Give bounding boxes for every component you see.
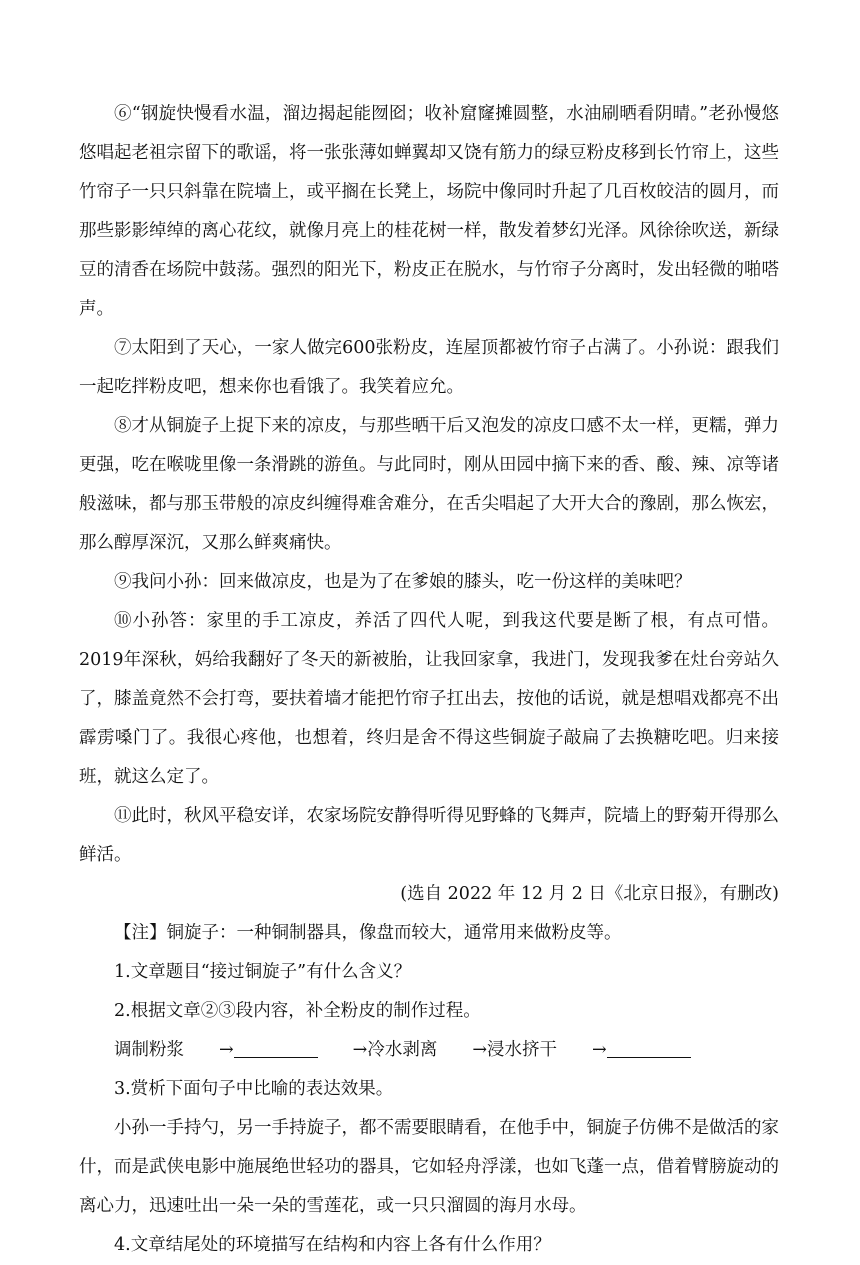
answer-blank-1[interactable] [234,1037,318,1058]
question-2: 2.根据文章②③段内容，补全粉皮的制作过程。 [114,1001,481,1021]
paragraph-10: ⑩小孙答：家里的手工凉皮，养活了四代人呢，到我这代要是断了根，有点可惜。2019年深秋，妈给我翻好了冬天的新被胎，让我回家拿，我进门，发现我爹在灶台旁站久了，膝盖竟然不会打弯，要扶着墙才能把竹帘子扛出去，按他的话说，就是想唱戏都亮不出霹雳嗓门了。我很心疼他，也想着，终归是舍不得这些铜旋子敲扁了去换糖吃吧。归来接班，就这么定了。 [79,611,779,787]
paragraph-6: ⑥“钢旋快慢看水温，溜边揭起能囫囵；收补窟窿摊圆整，水油刷晒看阴晴。”老孙慢悠悠唱起老祖宗留下的歌谣，将一张张薄如蝉翼却又饶有筋力的绿豆粉皮移到长竹帘上，这些竹帘子一只只斜靠在院墙上，或平搁在长凳上，场院中像同时升起了几百枚皎洁的圆月，而那些影影绰绰的离心花纹，就像月亮上的桂花树一样，散发着梦幻光泽。风徐徐吹送，新绿豆的清香在场院中鼓荡。强烈的阳光下，粉皮正在脱水，与竹帘子分离时，发出轻微的啪嗒声。 [79,104,779,319]
annotation-note: 【注】铜旋子：一种铜制器具，像盘而较大，通常用来做粉皮等。 [114,923,622,943]
arrow-icon: → [592,1040,607,1060]
step-cold-water-peel: 冷水剥离 [367,1040,438,1060]
arrow-icon: → [352,1040,368,1060]
question-1: 1.文章题目“接过铜旋子”有什么含义？ [114,962,412,982]
process-chain [79,1031,779,1070]
source-citation: (选自 2022 年 12 月 2 日《北京日报》，有删改) [400,884,779,904]
step-soak-squeeze: 浸水挤干 [487,1040,558,1060]
question-3: 3.赏析下面句子中比喻的表达效果。 [114,1079,394,1099]
article-body [79,95,779,1265]
paragraph-8: ⑧才从铜旋子上捉下来的凉皮，与那些晒干后又泡发的凉皮口感不太一样，更糯，弹力更强，吃在喉咙里像一条滑跳的游鱼。与此同时，刚从田园中摘下来的香、酸、辣、凉等诸般滋味，都与那玉带般的凉皮纠缠得难舍难分，在舌尖唱起了大开大合的豫剧，那么恢宏，那么醇厚深沉，又那么鲜爽痛快。 [79,416,779,553]
step-mix-slurry: 调制粉浆 [114,1040,184,1060]
arrow-icon: → [472,1040,488,1060]
question-3-quote: 小孙一手持勺，另一手持旋子，都不需要眼睛看，在他手中，铜旋子仿佛不是做活的家什，而是武侠电影中施展绝世轻功的器具，它如轻舟浮漾，也如飞蓬一点，借着臂膀旋动的离心力，迅速吐出一朵一朵的雪莲花，或一只只溜圆的海月水母。 [79,1118,779,1216]
paragraph-7: ⑦太阳到了天心，一家人做完600张粉皮，连屋顶都被竹帘子占满了。小孙说：跟我们一起吃拌粉皮吧，想来你也看饿了。我笑着应允。 [79,338,779,397]
paragraph-9: ⑨我问小孙：回来做凉皮，也是为了在爹娘的膝头，吃一份这样的美味吧？ [114,572,692,592]
answer-blank-2[interactable] [607,1037,691,1058]
paragraph-11: ⑪此时，秋风平稳安详，农家场院安静得听得见野蜂的飞舞声，院墙上的野菊开得那么鲜活。 [79,806,779,865]
question-4: 4.文章结尾处的环境描写在结构和内容上各有什么作用？ [114,1235,551,1255]
arrow-icon: → [219,1040,234,1060]
